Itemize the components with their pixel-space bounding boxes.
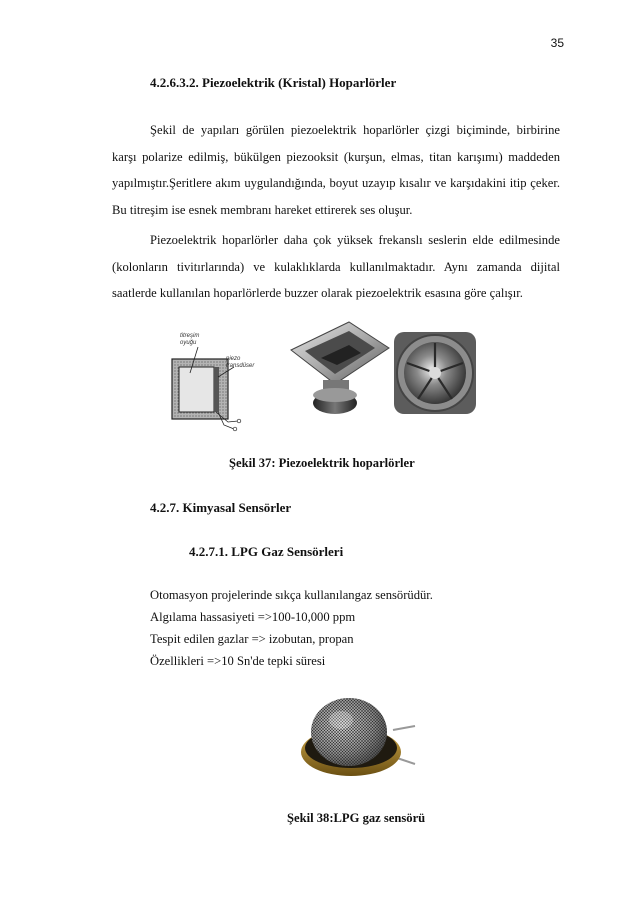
lpg-line-sensitivity: Algılama hassasiyeti =>100-10,000 ppm <box>150 610 356 624</box>
label-vibration-line2: oyuğu <box>180 340 197 346</box>
label-transducer-line2: transdüser <box>226 363 255 369</box>
paragraph-piezo-usage <box>112 227 560 307</box>
paragraph-piezo-structure <box>112 117 560 223</box>
section-heading-lpg-sensors: 4.2.7.1. LPG Gaz Sensörleri <box>189 544 344 559</box>
figure38-caption: Şekil 38:LPG gaz sensörü <box>287 811 426 825</box>
page-number: 35 <box>550 36 564 50</box>
lpg-gas-sensor-image <box>293 690 419 790</box>
lpg-line-usage: Otomasyon projelerinde sıkça kullanılangaz sensörüdür. <box>150 588 433 602</box>
lpg-line-gases: Tespit edilen gazlar => izobutan, propan <box>150 632 354 646</box>
piezo-schematic-diagram <box>168 325 266 433</box>
label-vibration-line1: titreşim <box>180 333 200 339</box>
figure37-caption: Şekil 37: Piezoelektrik hoparlörler <box>229 456 415 470</box>
lpg-line-properties: Özellikleri =>10 Sn'de tepki süresi <box>150 654 326 668</box>
round-piezo-tweeter-image <box>390 328 482 420</box>
paragraph-piezo-structure-text: Şekil de yapıları görülen piezoelektrik hoparlörler çizgi biçiminde, birbirine karşı polarize edilmiş, bükülgen piezooksit (kurşun, elmas, titan karışımı) maddeden yapılmıştır.Şeritlere akım uygulandığında, boyut uzayıp kısalır ve karşıdakini itip çeker. Bu titreşim ise esnek membranı hareket ettirerek ses oluşur. <box>112 123 560 217</box>
section-heading-chemical-sensors: 4.2.7. Kimyasal Sensörler <box>150 500 292 515</box>
paragraph-piezo-usage-text: Piezoelektrik hoparlörler daha çok yüksek frekanslı seslerin elde edilmesinde (kolonların tivitırlarında) ve kulaklıklarda kullanılmaktadır. Aynı zamanda dijital saatlerde kullanılan hoparlörlerde buzzer olarak piezoelektrik esasına göre çalışır. <box>112 233 560 300</box>
section-heading-piezo: 4.2.6.3.2. Piezoelektrik (Kristal) Hoparlörler <box>150 75 397 90</box>
horn-tweeter-image <box>283 318 393 418</box>
label-transducer-line1: piezo <box>226 356 241 362</box>
